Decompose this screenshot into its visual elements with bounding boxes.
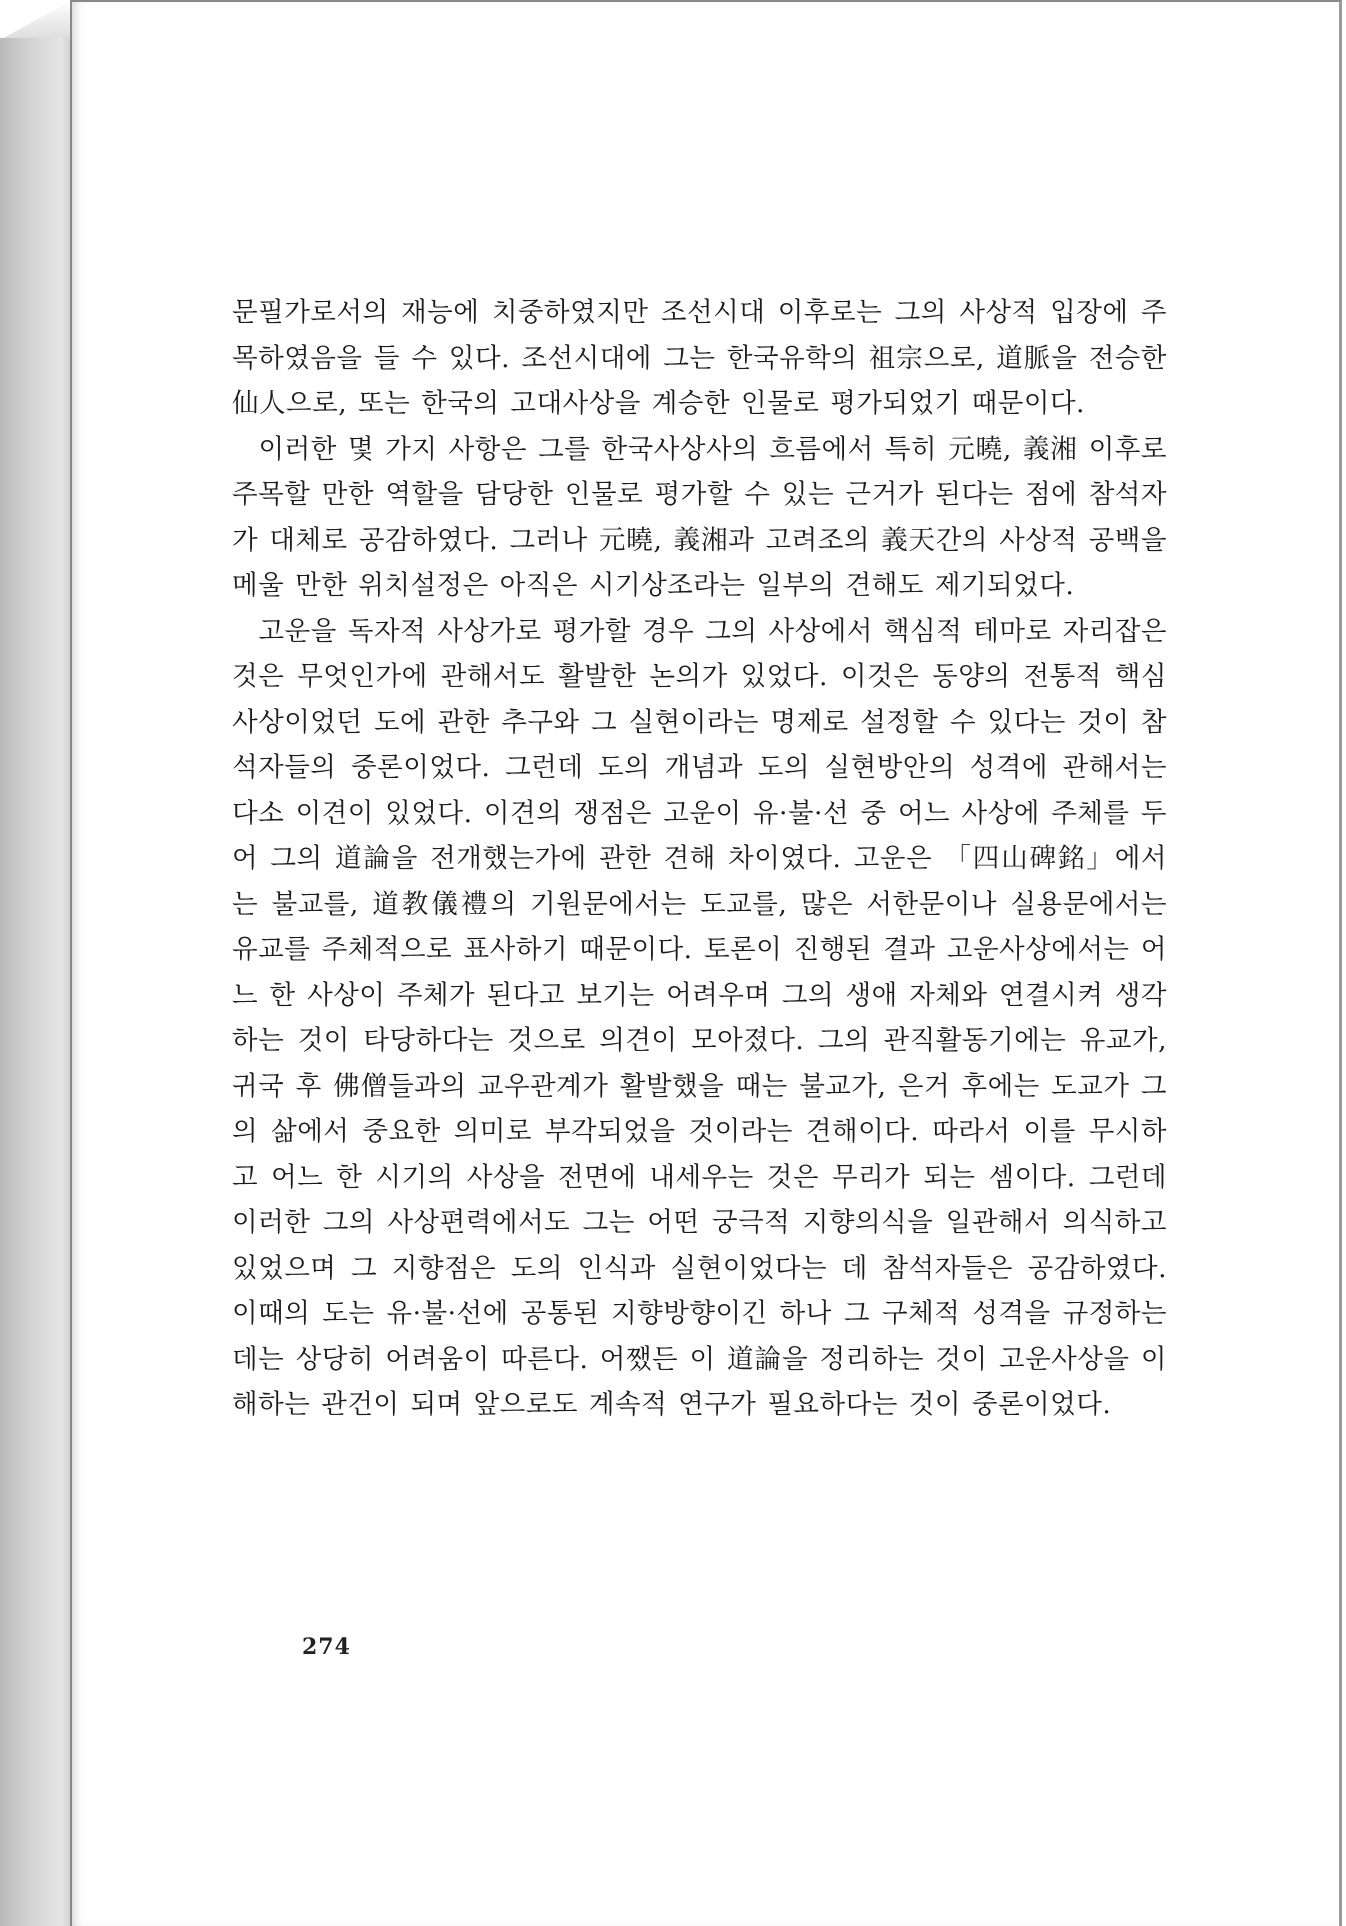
paragraph-1: 문필가로서의 재능에 치중하였지만 조선시대 이후로는 그의 사상적 입장에 주목하였음을 들 수 있다. 조선시대에 그는 한국유학의 祖宗으로, 道脈을 전승한 仙人으로, 또는 한국의 고대사상을 계승한 인물로 평가되었기 때문이다. <box>232 297 1167 419</box>
book-spine <box>0 38 72 1926</box>
paragraph-2: 이러한 몇 가지 사항은 그를 한국사상사의 흐름에서 특히 元曉, 義湘 이후로 주목할 만한 역할을 담당한 인물로 평가할 수 있는 근거가 된다는 점에 참석자가 대체로 공감하였다. 그러나 元曉, 義湘과 고려조의 義天간의 사상적 공백을 메울 만한 위치설정은 아직은 시기상조라는 일부의 견해도 제기되었다. <box>232 433 1167 601</box>
page-body-text <box>232 290 1167 1428</box>
book-spine-top <box>0 0 72 40</box>
paragraph-3: 고운을 독자적 사상가로 평가할 경우 그의 사상에서 핵심적 테마로 자리잡은 것은 무엇인가에 관해서도 활발한 논의가 있었다. 이것은 동양의 전통적 핵심사상이었던 도에 관한 추구와 그 실현이라는 명제로 설정할 수 있다는 것이 참석자들의 중론이었다. 그런데 도의 개념과 도의 실현방안의 성격에 관해서는 다소 이견이 있었다. 이견의 쟁점은 고운이 유·불·선 중 어느 사상에 주체를 두어 그의 道論을 전개했는가에 관한 견해 차이였다. 고운은 「四山碑銘」에서는 불교를, 道教儀禮의 기원문에서는 도교를, 많은 서한문이나 실용문에서는 유교를 주체적으로 표사하기 때문이다. 토론이 진행된 결과 고운사상에서는 어느 한 사상이 주체가 된다고 보기는 어려우며 그의 생애 자체와 연결시켜 생각하는 것이 타당하다는 것으로 의견이 모아졌다. 그의 관직활동기에는 유교가, 귀국 후 佛僧들과의 교우관계가 활발했을 때는 불교가, 은거 후에는 도교가 그의 삶에서 중요한 의미로 부각되었을 것이라는 견해이다. 따라서 이를 무시하고 어느 한 시기의 사상을 전면에 내세우는 것은 무리가 되는 셈이다. 그런데 이러한 그의 사상편력에서도 그는 어떤 궁극적 지향의식을 일관해서 의식하고 있었으며 그 지향점은 도의 인식과 실현이었다는 데 참석자들은 공감하였다. 이때의 도는 유·불·선에 공통된 지향방향이긴 하나 그 구체적 성격을 규정하는 데는 상당히 어려움이 따른다. 어쨌든 이 道論을 정리하는 것이 고운사상을 이해하는 관건이 되며 앞으로도 계속적 연구가 필요하다는 것이 중론이었다. <box>232 615 1167 1420</box>
page-number: 274 <box>302 1634 351 1660</box>
